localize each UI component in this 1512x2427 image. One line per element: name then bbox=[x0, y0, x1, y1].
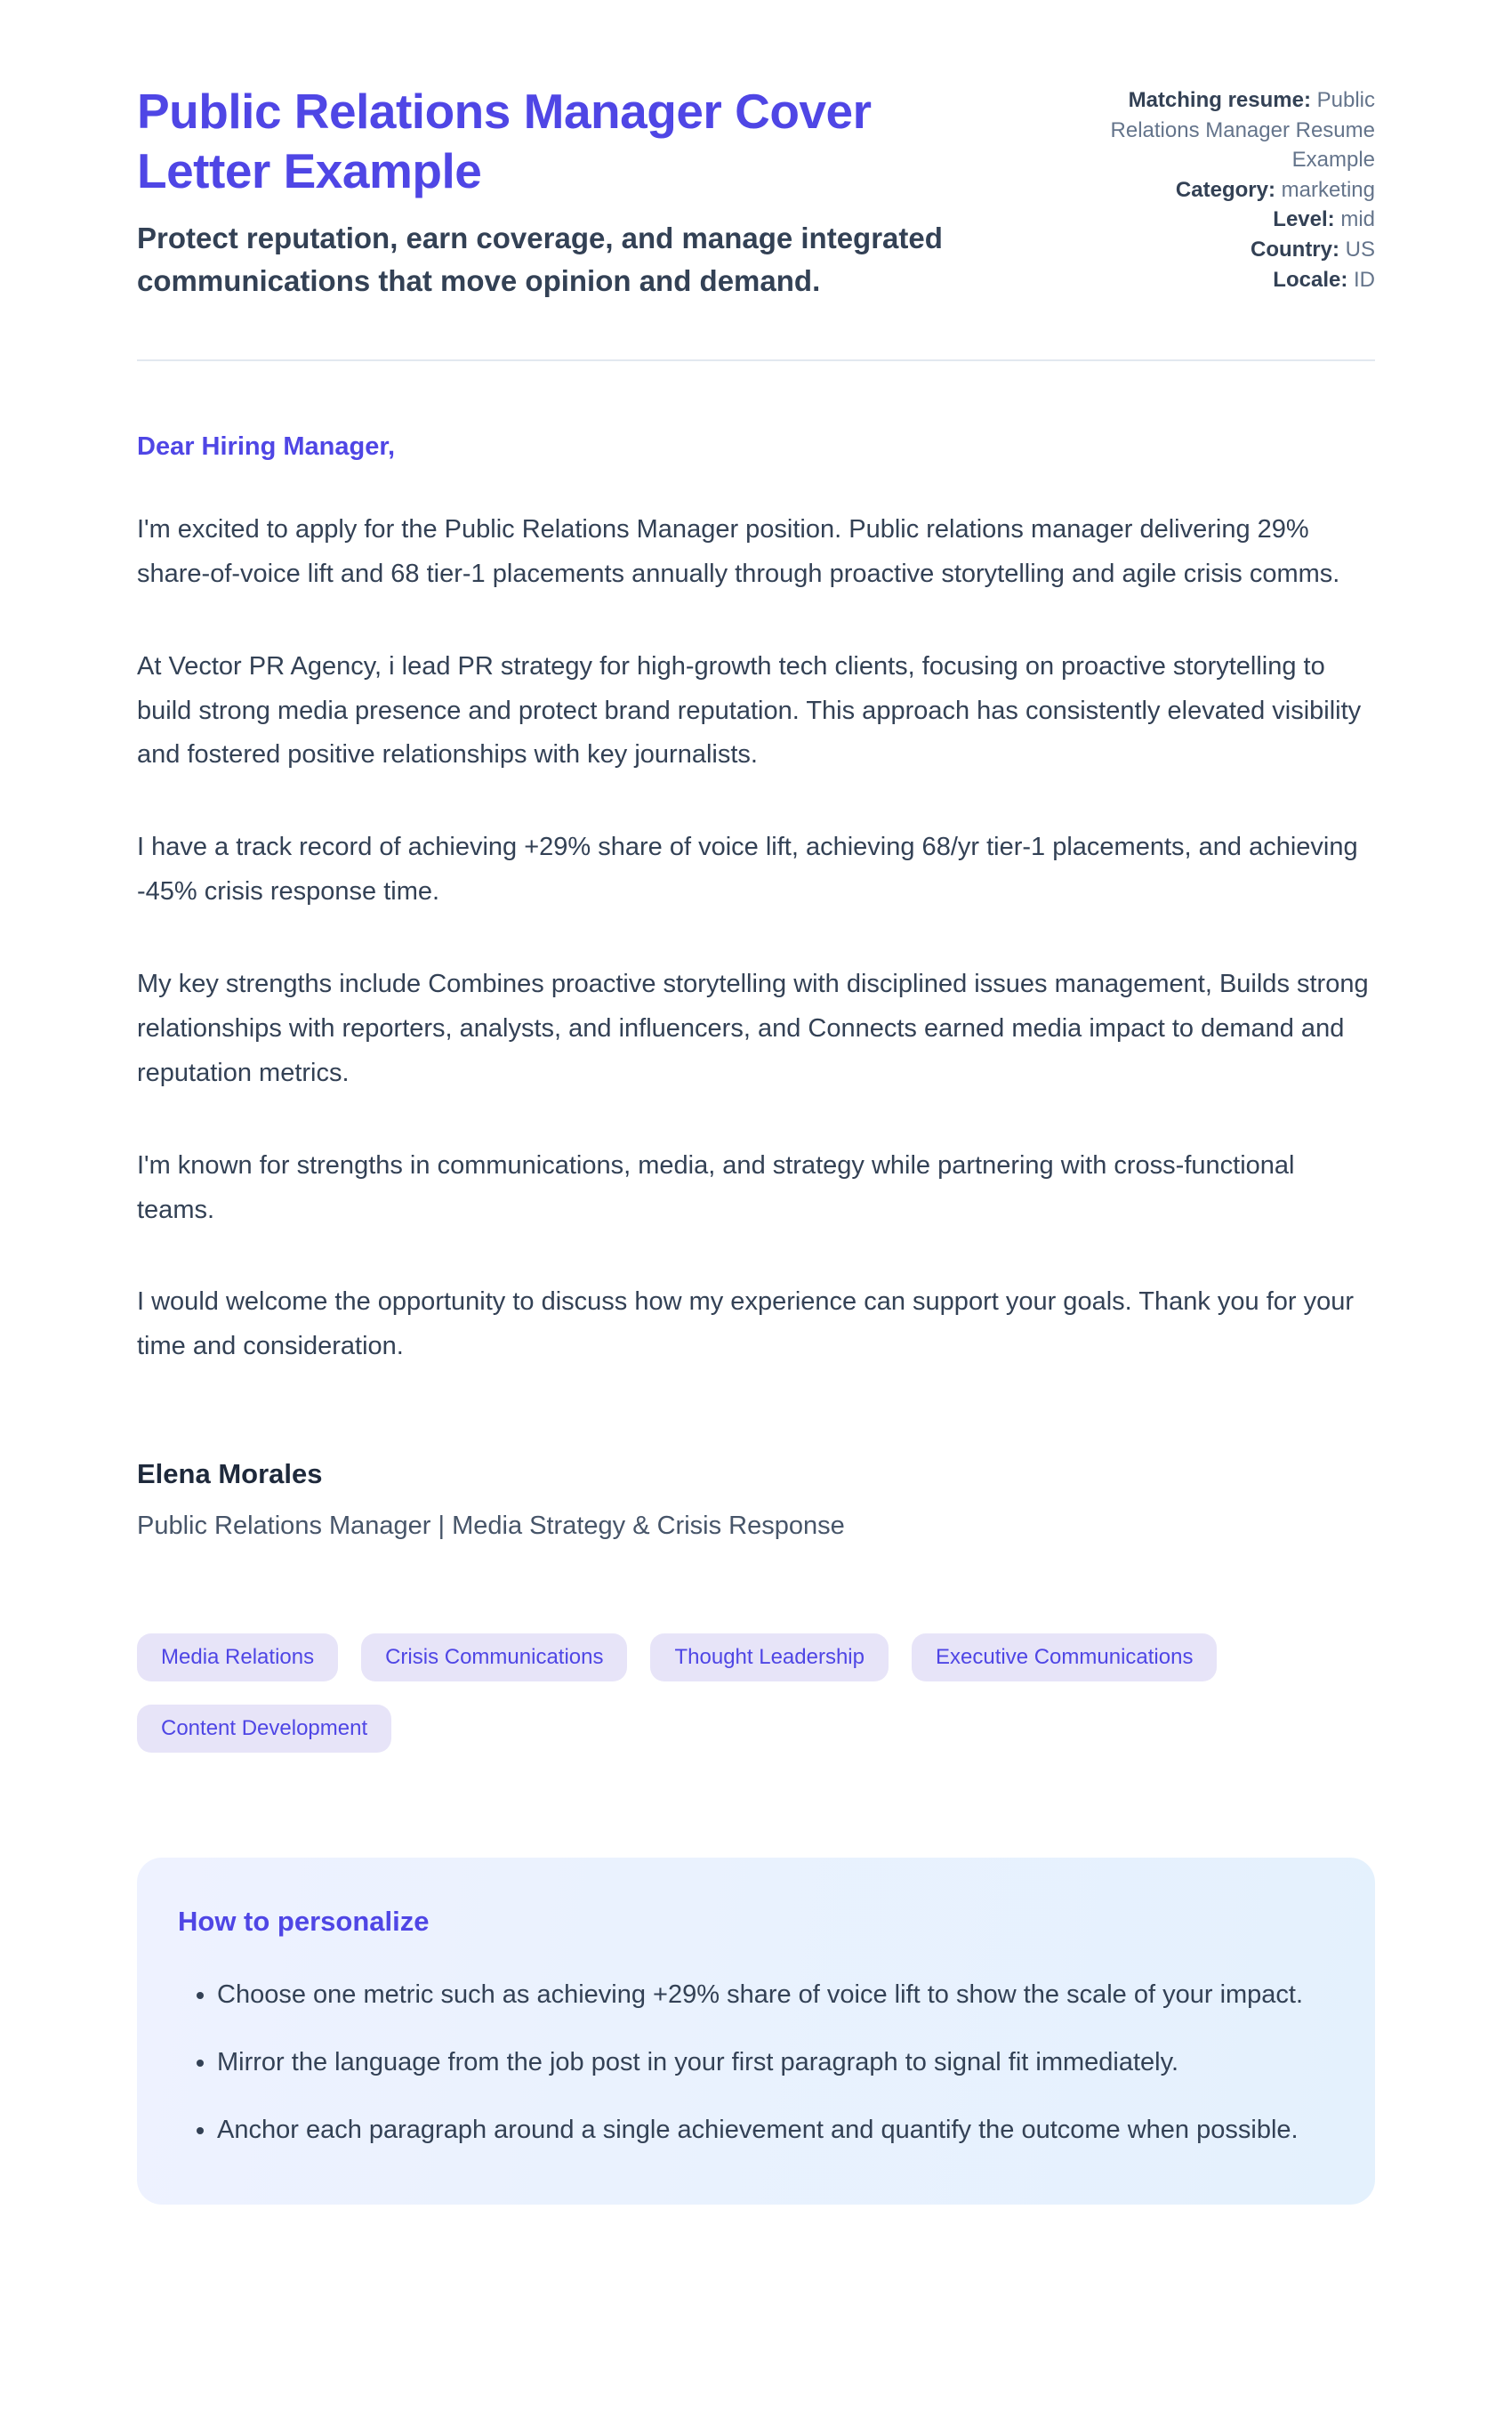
tag-thought-leadership[interactable]: Thought Leadership bbox=[650, 1633, 889, 1681]
meta-country-label: Country: bbox=[1251, 237, 1339, 262]
meta-category-value: marketing bbox=[1281, 177, 1375, 202]
meta-category bbox=[1068, 175, 1375, 206]
resume-meta-panel bbox=[1068, 82, 1375, 302]
meta-level-value: mid bbox=[1340, 207, 1375, 232]
page-subtitle: Protect reputation, earn coverage, and manage integrated communications that move opinion and demand. bbox=[137, 222, 943, 298]
tag-crisis-communications[interactable]: Crisis Communications bbox=[361, 1633, 627, 1681]
letter-paragraph: I have a track record of achieving +29% share of voice lift, achieving 68/yr tier-1 placements, and achieving -45% crisis response time. bbox=[137, 833, 1358, 907]
signature-role: Public Relations Manager | Media Strategy & Crisis Response bbox=[137, 1512, 845, 1541]
page-header bbox=[137, 82, 1375, 302]
meta-level bbox=[1068, 205, 1375, 235]
personalize-card bbox=[137, 1858, 1375, 2205]
page-title: Public Relations Manager Cover Letter Example bbox=[137, 84, 872, 199]
tag-content-development[interactable]: Content Development bbox=[137, 1705, 391, 1753]
meta-level-label: Level: bbox=[1273, 207, 1335, 232]
meta-country bbox=[1068, 235, 1375, 265]
letter-paragraph: I would welcome the opportunity to discuss how my experience can support your goals. Thank you for your time and consideration. bbox=[137, 1287, 1355, 1361]
personalize-tip: • Choose one metric such as achieving +29% share of voice lift to show the scale of your impact. bbox=[217, 1973, 1320, 2018]
tag-list bbox=[137, 1633, 1375, 1753]
meta-matching-resume-value: Public Relations Manager Resume Example bbox=[1110, 88, 1375, 173]
tag-media-relations[interactable]: Media Relations bbox=[137, 1633, 338, 1681]
meta-matching-resume-label: Matching resume: bbox=[1128, 88, 1311, 112]
letter-paragraph: I'm known for strengths in communications, media, and strategy while partnering with cross-functional teams. bbox=[137, 1150, 1295, 1224]
meta-locale-value: ID bbox=[1354, 267, 1375, 292]
meta-matching-resume bbox=[1068, 85, 1375, 175]
personalize-tip: • Mirror the language from the job post in your first paragraph to signal fit immediately. bbox=[217, 2041, 1320, 2085]
personalize-list bbox=[178, 1973, 1322, 2153]
letter-body bbox=[137, 432, 1375, 1541]
meta-locale-label: Locale: bbox=[1273, 267, 1348, 292]
letter-paragraph: I'm excited to apply for the Public Relations Manager position. Public relations manager delivering 29% share-of-voice lift and 68 tier-1 placements annually through proactive storytelling and agile crisis comms. bbox=[137, 514, 1340, 588]
meta-country-value: US bbox=[1345, 237, 1375, 262]
salutation: Dear Hiring Manager, bbox=[137, 431, 396, 461]
personalize-title: How to personalize bbox=[178, 1906, 430, 1938]
header-title-block bbox=[137, 82, 1017, 302]
meta-category-label: Category: bbox=[1175, 177, 1275, 202]
signature-name: Elena Morales bbox=[137, 1458, 323, 1490]
personalize-tip: • Anchor each paragraph around a single achievement and quantify the outcome when possible. bbox=[217, 2109, 1320, 2153]
letter-paragraph: My key strengths include Combines proactive storytelling with disciplined issues management, Builds strong relationships with reporters, analysts, and influencers, and Connects earned media impact to demand and reputation metrics. bbox=[137, 970, 1369, 1087]
meta-locale bbox=[1068, 265, 1375, 295]
tag-executive-communications[interactable]: Executive Communications bbox=[912, 1633, 1217, 1681]
header-divider bbox=[137, 359, 1375, 361]
letter-paragraph: At Vector PR Agency, i lead PR strategy for high-growth tech clients, focusing on proactive storytelling to build strong media presence and protect brand reputation. This approach has consistently elevated visibility and fostered positive relationships with key journalists. bbox=[137, 651, 1362, 770]
